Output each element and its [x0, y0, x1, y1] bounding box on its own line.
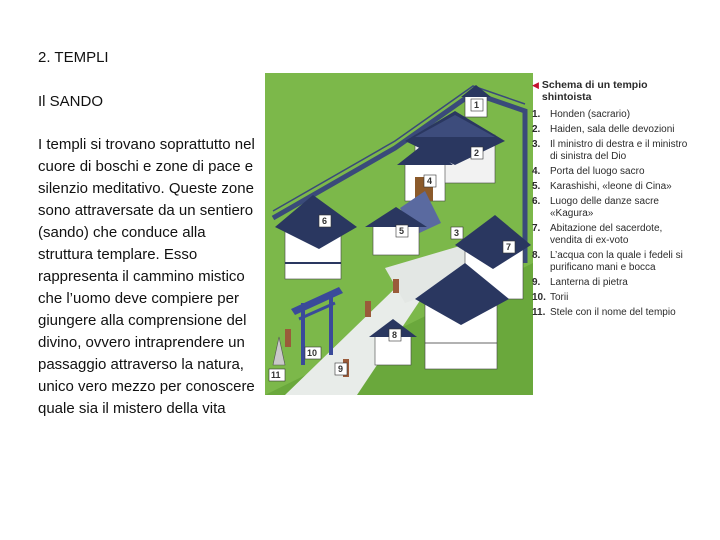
legend-item-number: 6. — [532, 196, 541, 207]
legend-item-label: Haiden, sala delle devozioni — [550, 124, 675, 135]
legend-title: Schema di un tempio shintoista — [541, 79, 648, 103]
marker-3-label: 3 — [454, 228, 460, 238]
marker-7-label: 7 — [506, 242, 512, 252]
body-paragraph: I templi si trovano soprattutto nel cuore di boschi e zone di pace e silenzio meditativo. Queste zone sono attraversate da un sentiero (sando) che conduce alla struttura templare. Esso rappresenta il cammino mistico che l’uomo deve compiere per giungere alla comprensione del divino, ovvero intraprendere un passaggio attraverso la natura, unico vero mezzo per conoscere quale sia il mistero della vita — [38, 136, 255, 417]
marker-5-label: 5 — [399, 226, 405, 236]
marker-6-label: 6 — [322, 216, 328, 226]
marker-10 — [305, 347, 321, 359]
marker-9-label: 9 — [338, 364, 344, 374]
legend-item-number: 5. — [532, 181, 541, 192]
legend-item-number: 1. — [532, 109, 541, 120]
legend-item — [532, 124, 692, 136]
legend-list — [532, 109, 692, 319]
marker-2 — [471, 147, 483, 159]
legend-item-number: 10. — [532, 292, 546, 303]
marker-1-label: 1 — [474, 100, 480, 110]
marker-8-label: 8 — [392, 330, 398, 340]
left-triangle-icon: ◀ — [532, 80, 539, 90]
legend-item-label: L’acqua con la quale i fedeli si purificano mani e bocca — [550, 250, 683, 273]
legend-item — [532, 181, 692, 193]
legend-item-number: 7. — [532, 223, 541, 234]
legend-item — [532, 166, 692, 178]
legend-item — [532, 139, 692, 163]
subtitle: Il SANDO — [38, 93, 104, 110]
legend-item-label: Abitazione del sacerdote, vendita di ex-voto — [550, 223, 663, 246]
legend-item-label: Stele con il nome del tempio — [550, 307, 676, 318]
marker-4 — [424, 175, 436, 187]
legend-item — [532, 307, 692, 319]
legend-item-label: Lanterna di pietra — [550, 277, 628, 288]
legend-item-label: Torii — [550, 292, 569, 303]
marker-10-label: 10 — [307, 348, 318, 358]
legend-item — [532, 223, 692, 247]
legend-item — [532, 196, 692, 220]
marker-11 — [269, 369, 285, 381]
legend-item-label: Karashishi, «leone di Cina» — [550, 181, 672, 192]
legend-item-label: Honden (sacrario) — [550, 109, 631, 120]
legend-item-number: 4. — [532, 166, 541, 177]
legend-item — [532, 109, 692, 121]
marker-3 — [451, 227, 463, 239]
legend-header — [532, 79, 692, 103]
marker-11-label: 11 — [271, 370, 281, 380]
marker-7 — [503, 241, 515, 253]
shinto-temple-illustration — [265, 73, 533, 395]
legend-item-label: Il ministro di destra e il ministro di sinistra del Dio — [550, 139, 688, 162]
temple-legend — [532, 79, 692, 322]
legend-item — [532, 250, 692, 274]
legend-item — [532, 277, 692, 289]
legend-item-label: Luogo delle danze sacre «Kagura» — [550, 196, 659, 219]
legend-item-label: Porta del luogo sacro — [550, 166, 645, 177]
marker-2-label: 2 — [474, 148, 480, 158]
legend-item-number: 2. — [532, 124, 541, 135]
marker-4-label: 4 — [427, 176, 433, 186]
legend-item-number: 11. — [532, 307, 546, 318]
legend-item-number: 9. — [532, 277, 541, 288]
marker-8 — [389, 329, 401, 341]
legend-item — [532, 292, 692, 304]
marker-6 — [319, 215, 331, 227]
section-title: 2. TEMPLI — [38, 49, 109, 66]
marker-1 — [471, 99, 483, 111]
marker-5 — [396, 225, 408, 237]
legend-item-number: 3. — [532, 139, 541, 150]
marker-9 — [335, 363, 347, 375]
legend-item-number: 8. — [532, 250, 541, 261]
